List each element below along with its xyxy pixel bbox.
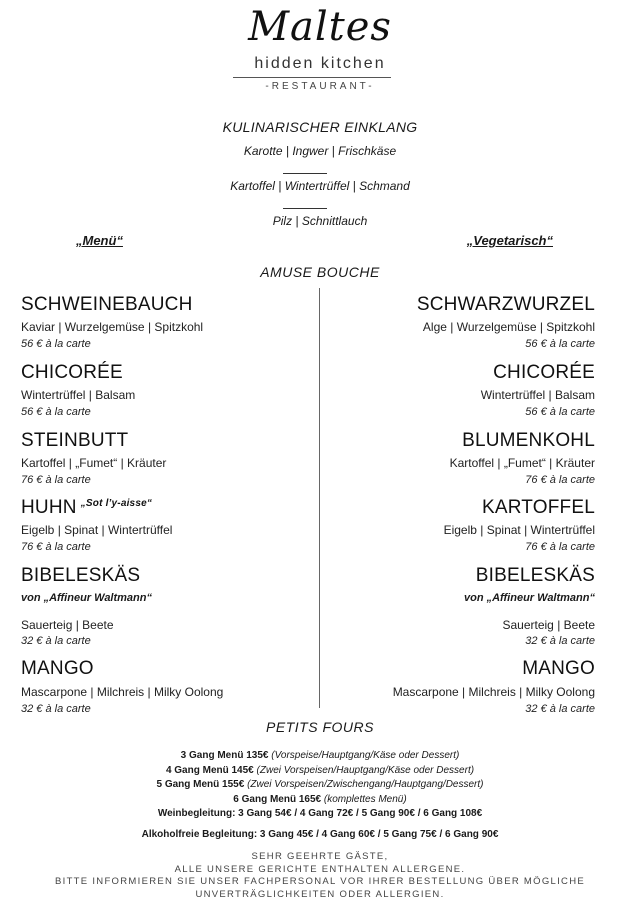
dish-name: BLUMENKOHL — [462, 430, 595, 451]
logo-script: Maltes — [248, 4, 392, 50]
dish-description: Wintertrüffel | Balsam — [480, 388, 595, 402]
dish-description: Sauerteig | Beete — [502, 618, 595, 632]
separator — [283, 208, 327, 209]
menu-price-line — [0, 779, 640, 790]
menu-price: 4 Gang Menü 145€ — [165, 765, 254, 776]
dish-name: BIBELESKÄS — [21, 565, 141, 586]
dish-name: KARTOFFEL — [481, 497, 595, 518]
menu-column-label: „Menü“ — [76, 233, 123, 248]
dish-price: 56 € à la carte — [21, 406, 91, 418]
petits-fours-heading: PETITS FOURS — [266, 719, 374, 735]
dish-price: 76 € à la carte — [525, 474, 595, 486]
dish-price: 76 € à la carte — [525, 541, 595, 553]
nonalcoholic-pairing: Alkoholfreie Begleitung: 3 Gang 45€ / 4 Gang 60€ / 5 Gang 75€ / 6 Gang 90€ — [141, 829, 499, 840]
dish-name: SCHWEINEBAUCH — [21, 294, 193, 315]
logo-underline — [233, 77, 391, 78]
dish-name: MANGO — [522, 658, 595, 679]
dish-description: Kaviar | Wurzelgemüse | Spitzkohl — [21, 320, 204, 334]
menu-price-line — [0, 765, 640, 776]
dish-price: 76 € à la carte — [21, 474, 91, 486]
dish-description: Kartoffel | „Fumet“ | Kräuter — [449, 456, 595, 470]
dish-price: 32 € à la carte — [21, 635, 91, 647]
dish-price: 56 € à la carte — [525, 406, 595, 418]
dish-description: Kartoffel | „Fumet“ | Kräuter — [21, 456, 167, 470]
menu-price-line — [0, 750, 640, 761]
menu-price-line — [0, 794, 640, 805]
dish-price: 76 € à la carte — [21, 541, 91, 553]
dish-price: 32 € à la carte — [21, 703, 91, 715]
column-divider — [319, 288, 320, 708]
dish-name: HUHN — [21, 497, 77, 518]
amuse-bouche-heading: AMUSE BOUCHE — [260, 264, 380, 280]
dish-description: Wintertrüffel | Balsam — [21, 388, 136, 402]
einklang-line: Karotte | Ingwer | Frischkäse — [243, 144, 397, 158]
footer-line: BITTE INFORMIEREN SIE UNSER FACHPERSONAL VOR IHRER BESTELLUNG ÜBER MÖGLICHE — [55, 876, 585, 887]
menu-price-detail: (Zwei Vorspeisen/Hauptgang/Käse oder Dessert) — [256, 765, 475, 776]
dish-name: BIBELESKÄS — [475, 565, 595, 586]
dish-description: Mascarpone | Milchreis | Milky Oolong — [392, 685, 595, 699]
menu-price: 5 Gang Menü 155€ — [156, 779, 245, 790]
separator — [283, 173, 327, 174]
dish-name: STEINBUTT — [21, 430, 129, 451]
footer-line: ALLE UNSERE GERICHTE ENTHALTEN ALLERGENE. — [174, 864, 466, 875]
footer-line: UNVERTRÄGLICHKEITEN ODER ALLERGIEN. — [195, 889, 445, 900]
einklang-title: KULINARISCHER EINKLANG — [222, 119, 418, 135]
dish-note: von „Affineur Waltmann“ — [21, 592, 152, 604]
menu-price-detail: (Zwei Vorspeisen/Zwischengang/Hauptgang/Dessert) — [247, 779, 484, 790]
dish-price: 56 € à la carte — [21, 338, 91, 350]
einklang-line: Pilz | Schnittlauch — [272, 214, 368, 228]
einklang-line: Kartoffel | Wintertrüffel | Schmand — [230, 179, 410, 193]
menu-price-detail: (Vorspeise/Hauptgang/Käse oder Dessert) — [271, 750, 460, 761]
menu-price: 6 Gang Menü 165€ — [233, 794, 322, 805]
dish-description: Alge | Wurzelgemüse | Spitzkohl — [422, 320, 595, 334]
vegetarian-column-label: „Vegetarisch“ — [466, 233, 553, 248]
dish-price: 32 € à la carte — [525, 635, 595, 647]
logo-subtitle: hidden kitchen — [254, 55, 386, 72]
dish-description: Eigelb | Spinat | Wintertrüffel — [443, 523, 595, 537]
dish-name: MANGO — [21, 658, 94, 679]
dish-price: 56 € à la carte — [525, 338, 595, 350]
dish-name: SCHWARZWURZEL — [416, 294, 595, 315]
menu-price: 3 Gang Menü 135€ — [180, 750, 269, 761]
dish-note: von „Affineur Waltmann“ — [464, 592, 595, 604]
dish-description: Mascarpone | Milchreis | Milky Oolong — [21, 685, 224, 699]
dish-description: Eigelb | Spinat | Wintertrüffel — [21, 523, 173, 537]
dish-name-with-note — [21, 497, 152, 519]
dish-name: CHICORÉE — [493, 362, 595, 383]
dish-price: 32 € à la carte — [525, 703, 595, 715]
dish-description: Sauerteig | Beete — [21, 618, 114, 632]
wine-pairing: Weinbegleitung: 3 Gang 54€ / 4 Gang 72€ / 5 Gang 90€ / 6 Gang 108€ — [157, 808, 483, 819]
footer-line: SEHR GEEHRTE GÄSTE, — [251, 851, 389, 862]
logo-tagline: -RESTAURANT- — [265, 81, 375, 92]
dish-name: CHICORÉE — [21, 362, 123, 383]
menu-price-detail: (komplettes Menü) — [323, 794, 407, 805]
dish-note: „Sot l’y-aisse“ — [80, 497, 153, 509]
